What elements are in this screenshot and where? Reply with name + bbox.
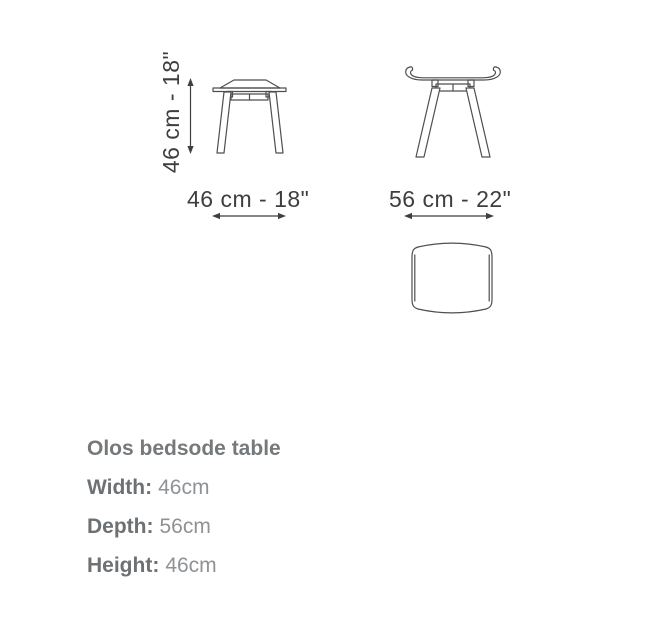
width-dimension-arrow: [211, 210, 287, 222]
side-left-clip: [432, 80, 438, 87]
spec-row-depth: [87, 515, 281, 539]
front-view-drawing: [210, 76, 290, 156]
spec-label-width: Width:: [87, 476, 153, 499]
side-left-leg: [416, 88, 440, 157]
product-specs: [87, 437, 281, 593]
spec-row-height: [87, 554, 281, 578]
front-tabletop-outline: [220, 80, 280, 88]
top-view-drawing: [402, 240, 502, 316]
spec-label-depth: Depth:: [87, 515, 154, 538]
side-right-leg: [466, 88, 490, 157]
top-view-outline: [412, 243, 492, 313]
height-dimension-arrow: [184, 77, 197, 155]
front-right-leg: [269, 92, 283, 153]
depth-dimension-label: 56 cm - 22": [389, 186, 512, 212]
width-dimension-label: 46 cm - 18": [187, 186, 310, 212]
side-view-drawing: [403, 64, 503, 160]
spec-value-depth: 56cm: [159, 515, 211, 538]
spec-row-width: [87, 476, 281, 500]
height-dimension-label: 46 cm - 18": [158, 50, 184, 174]
spec-label-height: Height:: [87, 554, 160, 577]
spec-value-height: 46cm: [165, 554, 217, 577]
side-tray-right-curl: [493, 67, 496, 70]
side-tray-inner: [411, 70, 496, 78]
side-right-clip: [468, 80, 474, 87]
depth-dimension-arrow: [403, 210, 495, 222]
front-left-leg: [217, 92, 231, 153]
product-title: Olos bedsode table: [87, 437, 281, 460]
side-tray-left-curl: [410, 67, 413, 70]
front-top-rim: [213, 88, 286, 92]
spec-value-width: 46cm: [158, 476, 210, 499]
